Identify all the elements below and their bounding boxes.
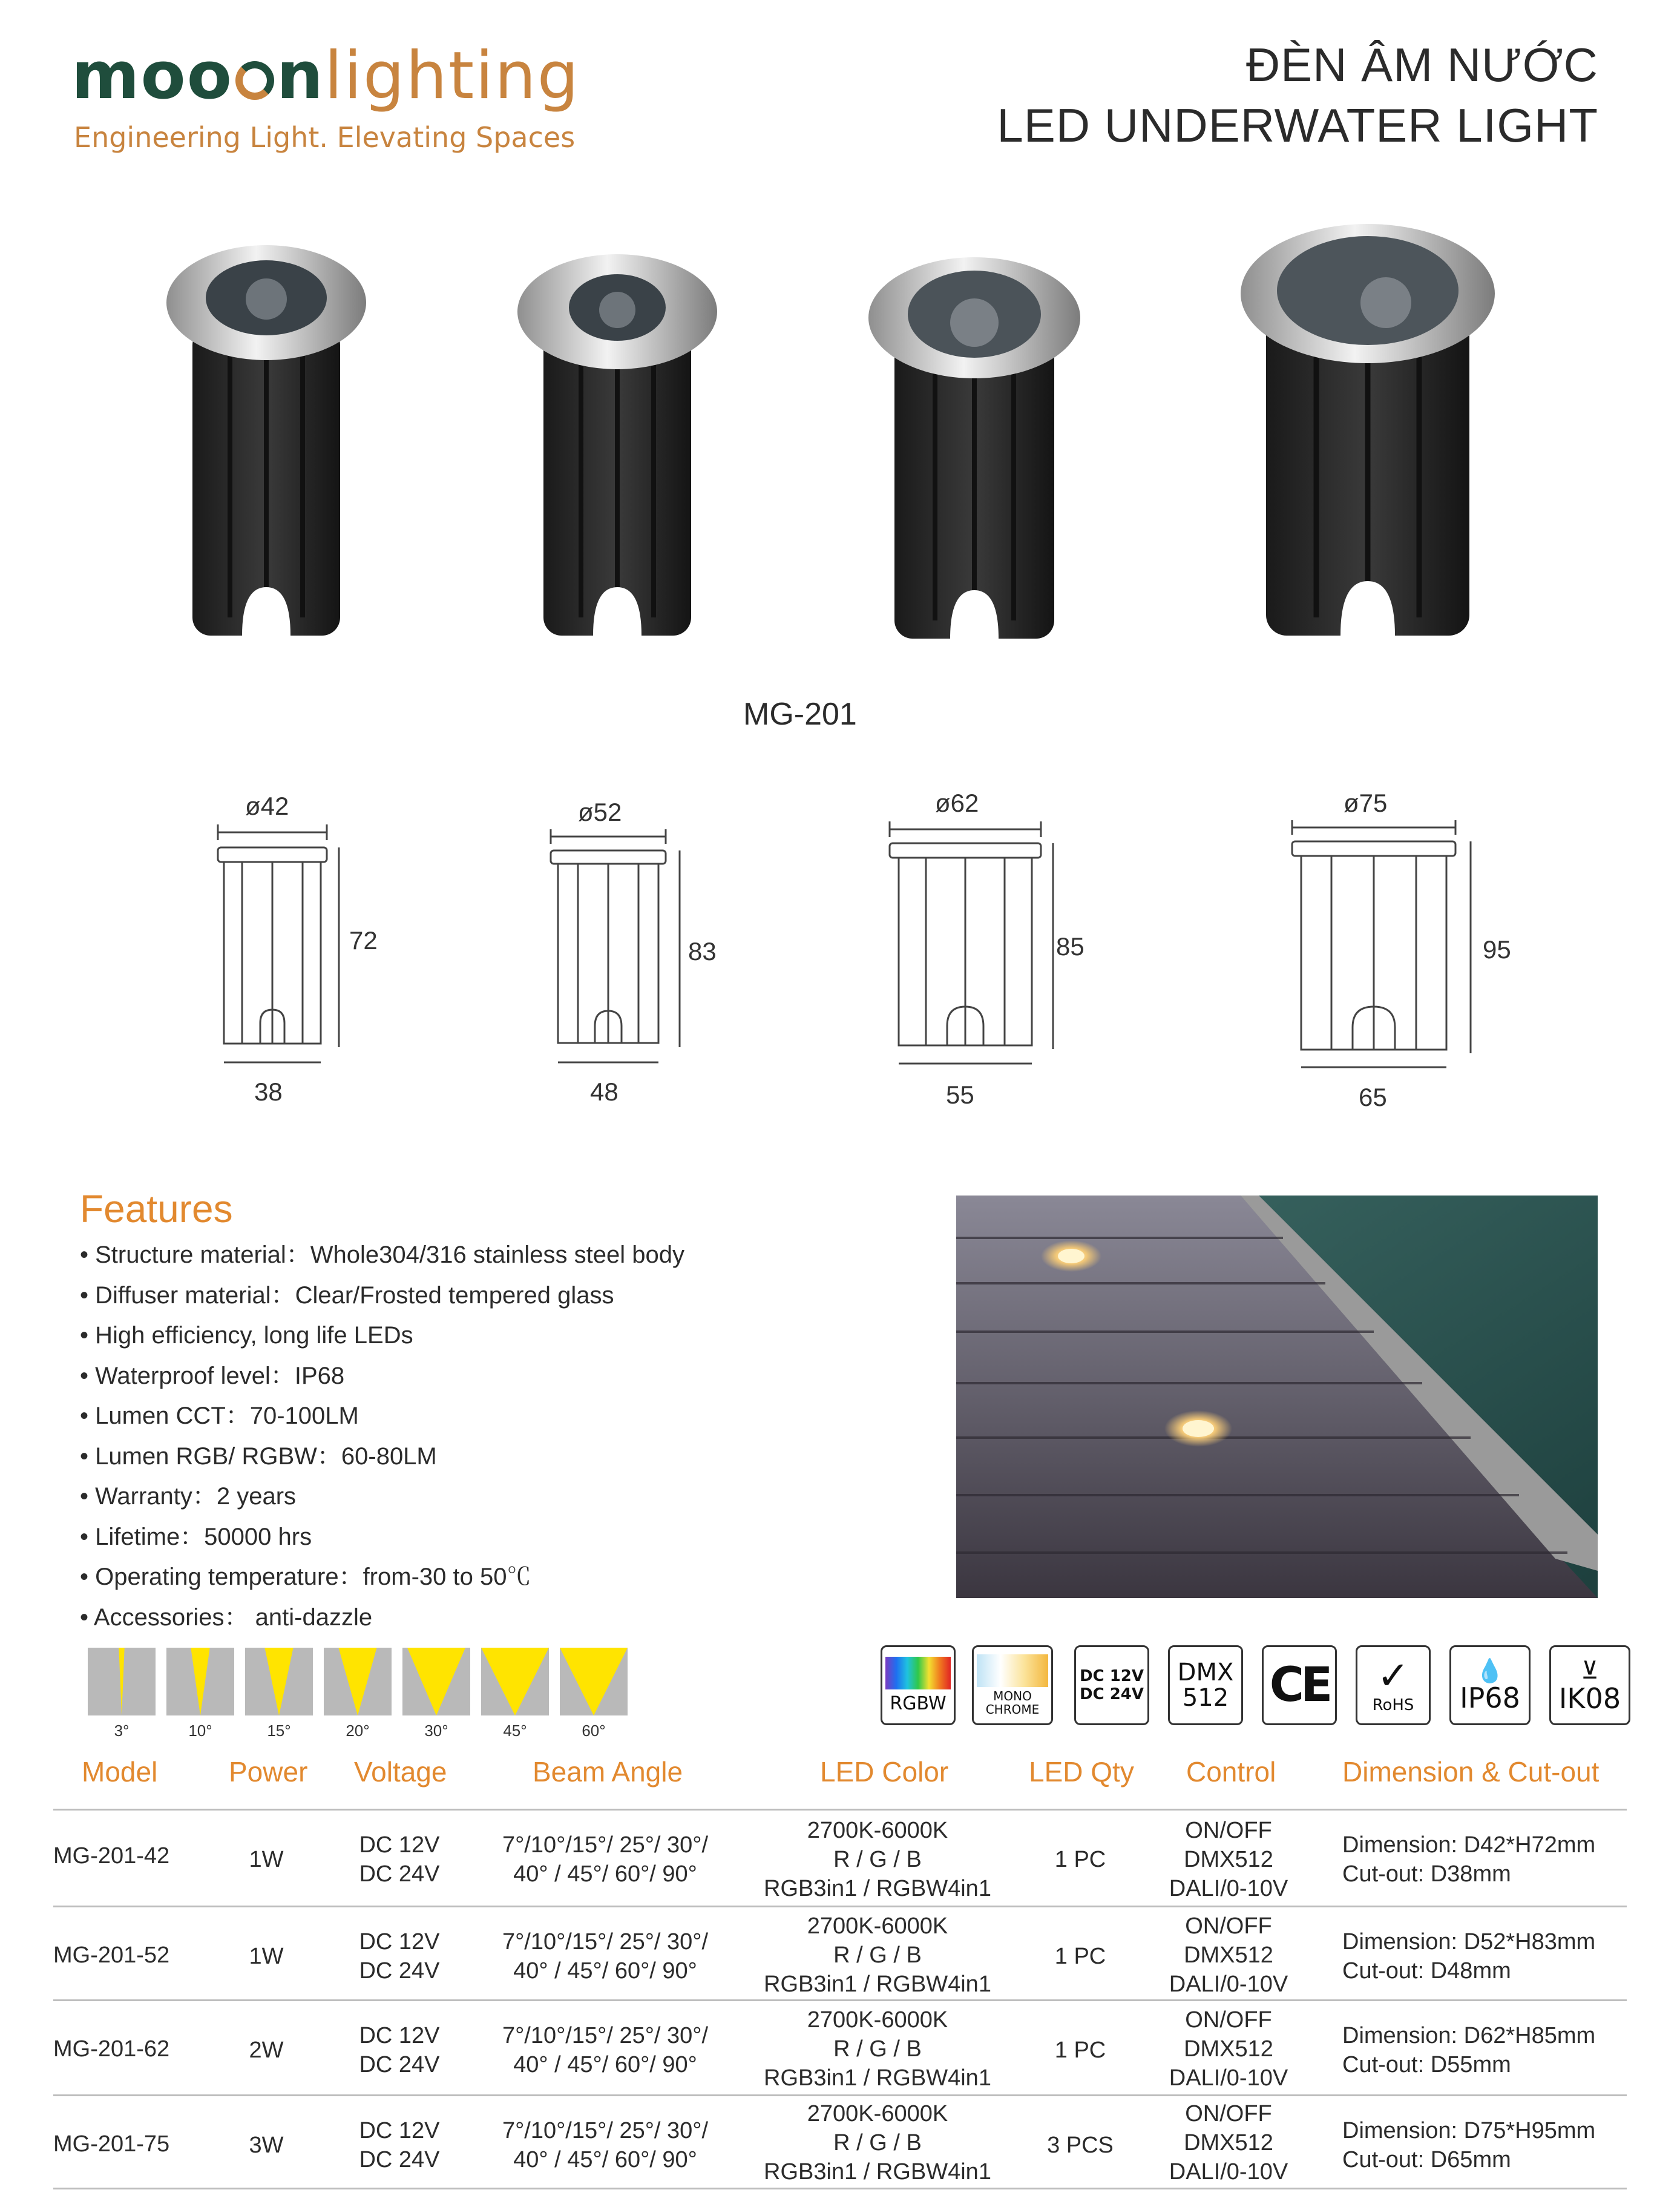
cell-color-3: RGB3in1 / RGBW4in1: [764, 2065, 991, 2091]
col-header-control: Control: [1186, 1756, 1276, 1788]
dmx-label-2: 512: [1182, 1684, 1229, 1712]
cell-voltage-1: DC 12V: [359, 1832, 440, 1858]
dim-cutout: 48: [590, 1077, 619, 1106]
features-list: [80, 1235, 684, 1637]
cell-voltage-2: DC 24V: [359, 2052, 440, 2077]
cell-control-1: ON/OFF: [1185, 2007, 1272, 2033]
table-divider: [53, 1999, 1627, 2001]
cell-cutout: Cut-out: D38mm: [1342, 1861, 1511, 1887]
cell-voltage-2: DC 24V: [359, 1958, 440, 1984]
cell-voltage-1: DC 12V: [359, 2118, 440, 2143]
cell-qty: 3 PCS: [1047, 2133, 1114, 2158]
cell-model: MG-201-62: [53, 2036, 170, 2062]
cell-color-1: 2700K-6000K: [807, 1913, 948, 1939]
dim-cutout: 65: [1359, 1083, 1387, 1111]
cell-voltage-2: DC 24V: [359, 1861, 440, 1887]
product-image-mg-201-75: [1235, 224, 1501, 660]
beam-angle-icons-svg: [88, 1645, 651, 1753]
cell-color-2: R / G / B: [833, 2036, 922, 2062]
cell-color-1: 2700K-6000K: [807, 2101, 948, 2126]
page-title-en: LED UNDERWATER LIGHT: [997, 99, 1598, 152]
dimension-drawing-62: [881, 784, 1111, 1109]
dim-height: 83: [688, 937, 717, 965]
product-image-mg-201-62: [865, 257, 1083, 660]
col-header-beam-angle: Beam Angle: [533, 1756, 683, 1788]
rohs-icon: [1356, 1645, 1431, 1725]
logo-text-moo: moo: [71, 38, 233, 114]
table-row: [0, 1811, 1680, 1904]
cell-power: 1W: [249, 1847, 284, 1872]
beam-angle-label: 45°: [503, 1722, 527, 1740]
table-row: [0, 2097, 1680, 2190]
table-row: [0, 2002, 1680, 2095]
cell-model: MG-201-75: [53, 2131, 170, 2157]
table-divider: [53, 2188, 1627, 2189]
cell-dimension: Dimension: D52*H83mm: [1342, 1929, 1596, 1955]
rgbw-icon: [881, 1645, 956, 1725]
cell-beam-2: 40° / 45°/ 60°/ 90°: [513, 2052, 697, 2077]
rgbw-label: RGBW: [890, 1692, 947, 1714]
cell-cutout: Cut-out: D55mm: [1342, 2052, 1511, 2077]
beam-angle-label: 3°: [114, 1722, 130, 1740]
dmx512-icon: [1168, 1645, 1243, 1725]
cell-beam-2: 40° / 45°/ 60°/ 90°: [513, 1958, 697, 1984]
feature-item: • Lifetime：50000 hrs: [80, 1517, 684, 1557]
moon-logo-icon: [235, 61, 274, 100]
beam-angle-icon-45: [481, 1648, 549, 1740]
feature-item: • Accessories： anti-dazzle: [80, 1597, 684, 1638]
ce-label: CE: [1269, 1658, 1330, 1712]
cell-beam-1: 7°/10°/15°/ 25°/ 30°/: [502, 2023, 709, 2048]
rohs-label: RoHS: [1372, 1696, 1414, 1714]
cell-color-1: 2700K-6000K: [807, 2007, 948, 2033]
beam-angle-icon-20: [324, 1648, 392, 1740]
cell-control-2: DMX512: [1184, 1942, 1273, 1968]
cell-voltage-1: DC 12V: [359, 1929, 440, 1955]
cell-color-2: R / G / B: [833, 1847, 922, 1872]
cell-color-1: 2700K-6000K: [807, 1818, 948, 1843]
feature-item: • Lumen RGB/ RGBW：60-80LM: [80, 1436, 684, 1477]
beam-angle-icon-15: [245, 1648, 313, 1740]
beam-angle-label: 60°: [582, 1722, 606, 1740]
cell-qty: 1 PC: [1054, 1944, 1106, 1969]
beam-angle-label: 20°: [346, 1722, 370, 1740]
feature-item: • Diffuser material：Clear/Frosted tempered glass: [80, 1275, 684, 1316]
logo-text-lighting: lighting: [324, 38, 580, 114]
cell-color-3: RGB3in1 / RGBW4in1: [764, 2159, 991, 2185]
cell-voltage-1: DC 12V: [359, 2023, 440, 2048]
dmx-label-1: DMX: [1177, 1659, 1234, 1686]
cell-control-2: DMX512: [1184, 1847, 1273, 1872]
cell-control-3: DALI/0-10V: [1169, 1972, 1288, 1997]
cell-control-3: DALI/0-10V: [1169, 1876, 1288, 1901]
dc-label-1: DC 12V: [1079, 1667, 1144, 1685]
cell-qty: 1 PC: [1054, 2038, 1106, 2063]
cell-cutout: Cut-out: D65mm: [1342, 2147, 1511, 2172]
cell-power: 3W: [249, 2133, 284, 2158]
impact-arrow-icon: ⊻: [1581, 1657, 1599, 1685]
cell-color-2: R / G / B: [833, 1942, 922, 1968]
brand-tagline: Engineering Light. Elevating Spaces: [74, 121, 576, 154]
cell-voltage-2: DC 24V: [359, 2147, 440, 2172]
feature-item: • Waterproof level：IP68: [80, 1356, 684, 1396]
dim-cutout: 38: [254, 1077, 283, 1106]
cell-color-3: RGB3in1 / RGBW4in1: [764, 1876, 991, 1901]
dimension-outline: [215, 787, 372, 1090]
cell-qty: 1 PC: [1054, 1847, 1106, 1872]
col-header-dimension: Dimension & Cut-out: [1342, 1756, 1600, 1788]
cell-cutout: Cut-out: D48mm: [1342, 1958, 1511, 1984]
table-divider: [53, 1809, 1627, 1811]
dim-height: 72: [349, 926, 378, 955]
cell-control-1: ON/OFF: [1185, 1913, 1272, 1939]
beam-angle-icon-10: [166, 1648, 234, 1740]
col-header-voltage: Voltage: [354, 1756, 447, 1788]
col-header-model: Model: [82, 1756, 158, 1788]
ik08-icon: [1549, 1645, 1630, 1725]
cell-control-3: DALI/0-10V: [1169, 2065, 1288, 2091]
page-title-vn: ĐÈN ÂM NƯỚC: [1245, 38, 1598, 91]
dimension-outline: [1283, 784, 1483, 1105]
feature-item: • Lumen CCT：70-100LM: [80, 1396, 684, 1436]
dc-label-2: DC 24V: [1079, 1685, 1144, 1703]
dim-diameter: ø75: [1344, 789, 1388, 817]
product-image-mg-201-42: [163, 242, 369, 660]
dimension-drawing-42: [215, 787, 421, 1106]
ip68-icon: [1449, 1645, 1531, 1725]
cell-control-1: ON/OFF: [1185, 1818, 1272, 1843]
mono-label-2: CHROME: [985, 1702, 1040, 1717]
cell-power: 1W: [249, 1944, 284, 1969]
cell-dimension: Dimension: D42*H72mm: [1342, 1832, 1596, 1858]
dim-diameter: ø62: [935, 789, 979, 817]
dim-diameter: ø42: [245, 792, 289, 820]
mono-spectrum: [977, 1654, 1048, 1687]
model-family-label: MG-201: [743, 697, 857, 732]
cell-model: MG-201-52: [53, 1942, 170, 1968]
cell-beam-1: 7°/10°/15°/ 25°/ 30°/: [502, 1832, 709, 1858]
dimension-outline: [881, 784, 1062, 1099]
brand-logo: [71, 38, 580, 114]
cell-color-2: R / G / B: [833, 2130, 922, 2156]
cell-control-3: DALI/0-10V: [1169, 2159, 1288, 2185]
feature-item: • Operating temperature：from-30 to 50℃: [80, 1557, 684, 1597]
beam-angle-label: 15°: [267, 1722, 291, 1740]
check-icon: ✓: [1377, 1654, 1409, 1699]
table-divider: [53, 2094, 1627, 2096]
table-row: [0, 1908, 1680, 2001]
feature-item: • Structure material：Whole304/316 stainless steel body: [80, 1235, 684, 1275]
dim-diameter: ø52: [578, 798, 622, 826]
cell-color-3: RGB3in1 / RGBW4in1: [764, 1972, 991, 1997]
application-photo: [956, 1196, 1598, 1598]
dim-height: 85: [1056, 932, 1084, 961]
ip68-label: IP68: [1460, 1682, 1520, 1714]
beam-angle-icon-60: [560, 1648, 628, 1740]
table-divider: [53, 1906, 1627, 1907]
beam-angle-icon-30: [402, 1648, 470, 1740]
dimension-drawing-52: [548, 793, 753, 1108]
logo-text-n: n: [276, 38, 324, 114]
cell-beam-1: 7°/10°/15°/ 25°/ 30°/: [502, 2118, 709, 2143]
dimension-drawing-75: [1283, 784, 1537, 1111]
dim-height: 95: [1483, 935, 1511, 964]
cell-control-2: DMX512: [1184, 2130, 1273, 2156]
cell-dimension: Dimension: D62*H85mm: [1342, 2023, 1596, 2048]
cell-power: 2W: [249, 2038, 284, 2063]
mono-label-1: MONO: [993, 1689, 1032, 1703]
col-header-led-color: LED Color: [820, 1756, 949, 1788]
product-image-mg-201-52: [514, 254, 720, 660]
feature-item: • High efficiency, long life LEDs: [80, 1315, 684, 1356]
water-drops-icon: 💧: [1475, 1657, 1504, 1684]
cell-beam-1: 7°/10°/15°/ 25°/ 30°/: [502, 1929, 709, 1955]
ce-mark-icon: [1262, 1645, 1337, 1725]
col-header-power: Power: [229, 1756, 308, 1788]
beam-angle-label: 30°: [424, 1722, 448, 1740]
dimension-outline: [548, 793, 705, 1096]
beam-angle-icon-3: [88, 1648, 156, 1740]
col-header-led-qty: LED Qty: [1029, 1756, 1134, 1788]
dc-voltage-icon: [1074, 1645, 1149, 1725]
cell-control-1: ON/OFF: [1185, 2101, 1272, 2126]
cell-beam-2: 40° / 45°/ 60°/ 90°: [513, 2147, 697, 2172]
monochrome-icon: [972, 1645, 1053, 1725]
rgbw-spectrum: [885, 1657, 951, 1689]
features-title: Features: [80, 1187, 233, 1231]
cell-beam-2: 40° / 45°/ 60°/ 90°: [513, 1861, 697, 1887]
cell-control-2: DMX512: [1184, 2036, 1273, 2062]
cell-model: MG-201-42: [53, 1843, 170, 1869]
cell-dimension: Dimension: D75*H95mm: [1342, 2118, 1596, 2143]
dim-cutout: 55: [946, 1080, 974, 1109]
feature-item: • Warranty：2 years: [80, 1476, 684, 1517]
beam-angle-label: 10°: [188, 1722, 212, 1740]
ik08-label: IK08: [1558, 1682, 1621, 1715]
